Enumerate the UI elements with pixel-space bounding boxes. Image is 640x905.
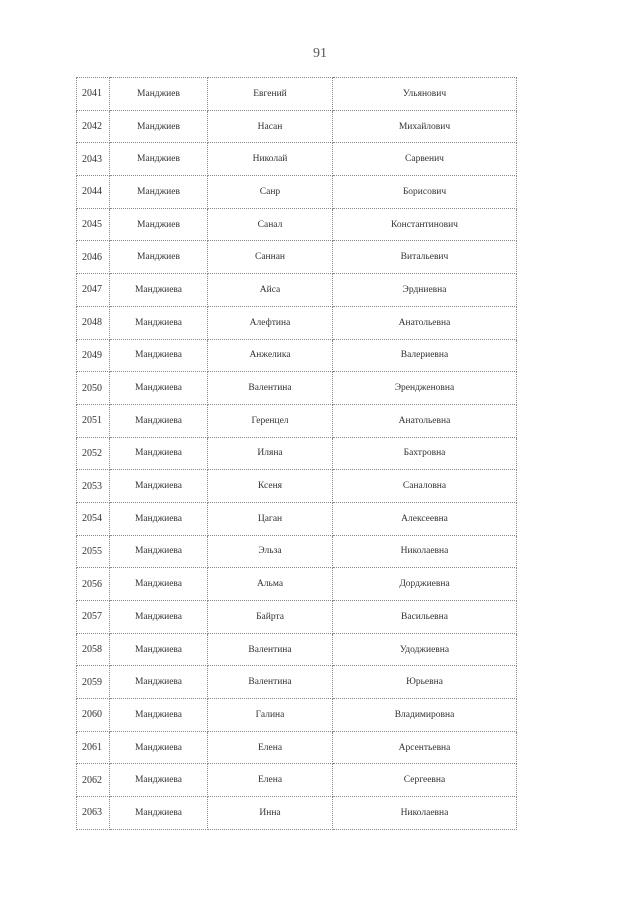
first-name-cell: Цаган	[208, 502, 333, 535]
last-name-cell: Манджиева	[110, 470, 208, 503]
last-name-cell: Манджиева	[110, 731, 208, 764]
patronymic-cell: Николаевна	[333, 535, 517, 568]
table-row	[77, 208, 517, 241]
last-name-cell: Манджиева	[110, 797, 208, 830]
row-number-cell: 2046	[77, 241, 110, 274]
table-row	[77, 404, 517, 437]
patronymic-cell: Васильевна	[333, 601, 517, 634]
row-number-cell: 2043	[77, 143, 110, 176]
row-number-cell: 2048	[77, 306, 110, 339]
first-name-cell: Иляна	[208, 437, 333, 470]
table-row	[77, 502, 517, 535]
first-name-cell: Альма	[208, 568, 333, 601]
first-name-cell: Насан	[208, 110, 333, 143]
patronymic-cell: Валериевна	[333, 339, 517, 372]
patronymic-cell: Арсентьевна	[333, 731, 517, 764]
patronymic-cell: Сарвенич	[333, 143, 517, 176]
patronymic-cell: Эрдниевна	[333, 274, 517, 307]
row-number-cell: 2062	[77, 764, 110, 797]
table-row	[77, 176, 517, 209]
last-name-cell: Манджиева	[110, 699, 208, 732]
row-number-cell: 2045	[77, 208, 110, 241]
row-number-cell: 2054	[77, 502, 110, 535]
last-name-cell: Манджиева	[110, 633, 208, 666]
patronymic-cell: Дорджиевна	[333, 568, 517, 601]
row-number-cell: 2057	[77, 601, 110, 634]
patronymic-cell: Витальевич	[333, 241, 517, 274]
row-number-cell: 2047	[77, 274, 110, 307]
row-number-cell: 2058	[77, 633, 110, 666]
table-row	[77, 274, 517, 307]
last-name-cell: Манджиева	[110, 502, 208, 535]
table-row	[77, 78, 517, 111]
table-row	[77, 666, 517, 699]
first-name-cell: Байрта	[208, 601, 333, 634]
last-name-cell: Манджиев	[110, 143, 208, 176]
last-name-cell: Манджиева	[110, 666, 208, 699]
patronymic-cell: Сергеевна	[333, 764, 517, 797]
last-name-cell: Манджиева	[110, 437, 208, 470]
last-name-cell: Манджиев	[110, 241, 208, 274]
table-row	[77, 633, 517, 666]
first-name-cell: Галина	[208, 699, 333, 732]
patronymic-cell: Михайлович	[333, 110, 517, 143]
last-name-cell: Манджиева	[110, 601, 208, 634]
first-name-cell: Елена	[208, 731, 333, 764]
row-number-cell: 2051	[77, 404, 110, 437]
last-name-cell: Манджиева	[110, 568, 208, 601]
table-row	[77, 241, 517, 274]
row-number-cell: 2050	[77, 372, 110, 405]
patronymic-cell: Удоджиевна	[333, 633, 517, 666]
patronymic-cell: Константинович	[333, 208, 517, 241]
row-number-cell: 2041	[77, 78, 110, 111]
row-number-cell: 2055	[77, 535, 110, 568]
last-name-cell: Манджиева	[110, 404, 208, 437]
first-name-cell: Санр	[208, 176, 333, 209]
row-number-cell: 2053	[77, 470, 110, 503]
last-name-cell: Манджиева	[110, 764, 208, 797]
patronymic-cell: Алексеевна	[333, 502, 517, 535]
last-name-cell: Манджиев	[110, 208, 208, 241]
table-row	[77, 339, 517, 372]
first-name-cell: Николай	[208, 143, 333, 176]
first-name-cell: Инна	[208, 797, 333, 830]
row-number-cell: 2052	[77, 437, 110, 470]
patronymic-cell: Саналовна	[333, 470, 517, 503]
last-name-cell: Манджиев	[110, 176, 208, 209]
table-row	[77, 437, 517, 470]
table-row	[77, 470, 517, 503]
patronymic-cell: Анатольевна	[333, 306, 517, 339]
patronymic-cell: Ульянович	[333, 78, 517, 111]
roster-body	[77, 78, 517, 830]
page-number: 91	[313, 46, 327, 61]
first-name-cell: Саннан	[208, 241, 333, 274]
last-name-cell: Манджиева	[110, 372, 208, 405]
patronymic-cell: Николаевна	[333, 797, 517, 830]
last-name-cell: Манджиев	[110, 110, 208, 143]
table-row	[77, 372, 517, 405]
row-number-cell: 2061	[77, 731, 110, 764]
first-name-cell: Санал	[208, 208, 333, 241]
row-number-cell: 2063	[77, 797, 110, 830]
first-name-cell: Елена	[208, 764, 333, 797]
patronymic-cell: Владимировна	[333, 699, 517, 732]
last-name-cell: Манджиева	[110, 306, 208, 339]
row-number-cell: 2042	[77, 110, 110, 143]
patronymic-cell: Анатольевна	[333, 404, 517, 437]
first-name-cell: Анжелика	[208, 339, 333, 372]
last-name-cell: Манджиева	[110, 339, 208, 372]
patronymic-cell: Бахтровна	[333, 437, 517, 470]
first-name-cell: Валентина	[208, 666, 333, 699]
row-number-cell: 2060	[77, 699, 110, 732]
first-name-cell: Айса	[208, 274, 333, 307]
table-row	[77, 568, 517, 601]
table-row	[77, 764, 517, 797]
first-name-cell: Валентина	[208, 372, 333, 405]
table-row	[77, 110, 517, 143]
table-row	[77, 535, 517, 568]
first-name-cell: Алефтина	[208, 306, 333, 339]
first-name-cell: Эльза	[208, 535, 333, 568]
last-name-cell: Манджиева	[110, 274, 208, 307]
row-number-cell: 2044	[77, 176, 110, 209]
table-row	[77, 601, 517, 634]
patronymic-cell: Эрендженовна	[333, 372, 517, 405]
patronymic-cell: Борисович	[333, 176, 517, 209]
first-name-cell: Валентина	[208, 633, 333, 666]
table-row	[77, 306, 517, 339]
row-number-cell: 2059	[77, 666, 110, 699]
table-row	[77, 143, 517, 176]
table-row	[77, 797, 517, 830]
first-name-cell: Геренцел	[208, 404, 333, 437]
first-name-cell: Ксеня	[208, 470, 333, 503]
row-number-cell: 2056	[77, 568, 110, 601]
table-row	[77, 731, 517, 764]
row-number-cell: 2049	[77, 339, 110, 372]
last-name-cell: Манджиев	[110, 78, 208, 111]
first-name-cell: Евгений	[208, 78, 333, 111]
roster-table	[76, 77, 517, 830]
table-row	[77, 699, 517, 732]
last-name-cell: Манджиева	[110, 535, 208, 568]
patronymic-cell: Юрьевна	[333, 666, 517, 699]
